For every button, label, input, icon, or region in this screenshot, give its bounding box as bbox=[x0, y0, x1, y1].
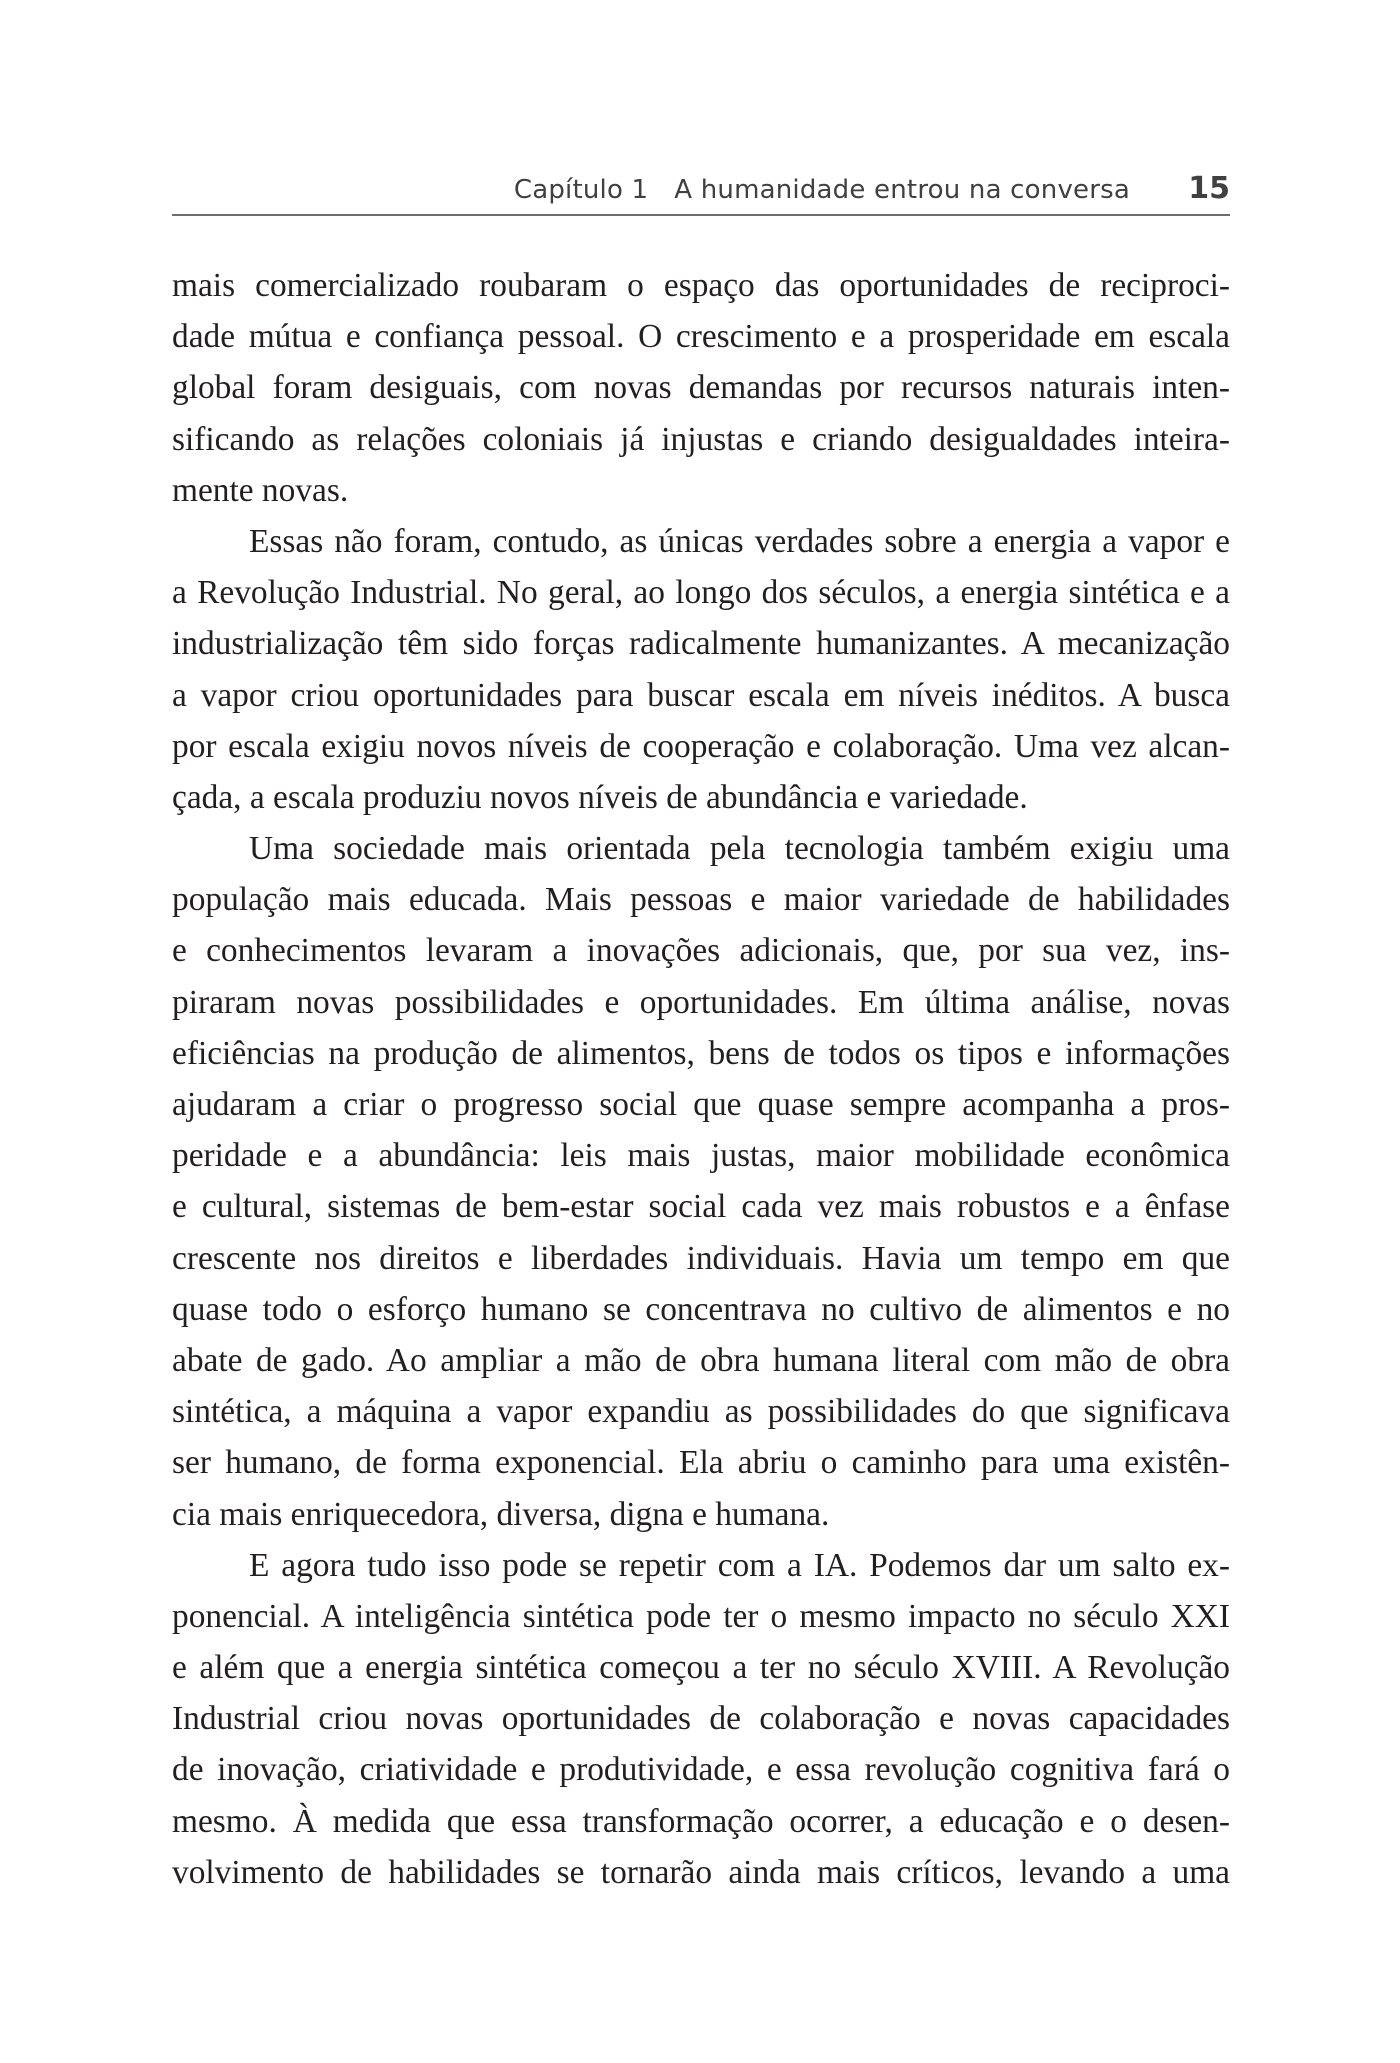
page-number: 15 bbox=[1188, 171, 1230, 206]
text-line: de inovação, criatividade e produtividade, e essa revolução cognitiva fará o bbox=[172, 1751, 1230, 1789]
text-line: e cultural, sistemas de bem-estar social cada vez mais robustos e a ênfase bbox=[172, 1188, 1230, 1226]
text-line: a Revolução Industrial. No geral, ao longo dos séculos, a energia sintética e a bbox=[172, 574, 1230, 612]
text-line: industrialização têm sido forças radicalmente humanizantes. A mecanização bbox=[172, 625, 1230, 663]
chapter-label: Capítulo 1 bbox=[513, 175, 649, 205]
running-header-text bbox=[514, 172, 1130, 208]
text-line: mais comercializado roubaram o espaço das oportunidades de reciproci- bbox=[172, 267, 1230, 304]
text-line: ponencial. A inteligência sintética pode ter o mesmo impacto no século XXI bbox=[172, 1597, 1230, 1635]
text-line: quase todo o esforço humano se concentrava no cultivo de alimentos e no bbox=[172, 1290, 1230, 1328]
paragraph bbox=[172, 1540, 1230, 1898]
text-line: global foram desiguais, com novas demandas por recursos naturais inten- bbox=[172, 369, 1230, 407]
text-line: população mais educada. Mais pessoas e maior variedade de habilidades bbox=[172, 881, 1230, 919]
body-text bbox=[172, 260, 1230, 1898]
text-line: eficiências na produção de alimentos, bens de todos os tipos e informações bbox=[172, 1034, 1230, 1072]
text-line: Uma sociedade mais orientada pela tecnologia também exigiu uma bbox=[249, 830, 1230, 868]
text-line: piraram novas possibilidades e oportunidades. Em última análise, novas bbox=[172, 983, 1230, 1021]
text-line: dade mútua e confiança pessoal. O crescimento e a prosperidade em escala bbox=[172, 318, 1230, 356]
text-line: E agora tudo isso pode se repetir com a IA. Podemos dar um salto ex- bbox=[249, 1546, 1230, 1584]
text-line: volvimento de habilidades se tornarão ainda mais críticos, levando a uma bbox=[172, 1853, 1230, 1891]
text-line: abate de gado. Ao ampliar a mão de obra humana literal com mão de obra bbox=[172, 1341, 1230, 1379]
text-line: a vapor criou oportunidades para buscar escala em níveis inéditos. A busca bbox=[172, 676, 1230, 714]
text-line: ajudaram a criar o progresso social que quase sempre acompanha a pros- bbox=[172, 1086, 1230, 1123]
text-line: por escala exigiu novos níveis de cooperação e colaboração. Uma vez alcan- bbox=[172, 727, 1230, 765]
text-line: e além que a energia sintética começou a ter no século XVIII. A Revolução bbox=[172, 1649, 1230, 1687]
text-line: Industrial criou novas oportunidades de colaboração e novas capacidades bbox=[172, 1700, 1230, 1738]
text-line: ser humano, de forma exponencial. Ela abriu o caminho para uma existên- bbox=[172, 1444, 1230, 1482]
text-line: cia mais enriquecedora, diversa, digna e humana. bbox=[172, 1495, 830, 1533]
running-header bbox=[172, 172, 1230, 216]
text-line: peridade e a abundância: leis mais justas, maior mobilidade econômica bbox=[172, 1137, 1230, 1175]
chapter-title: A humanidade entrou na conversa bbox=[674, 175, 1130, 205]
text-line: crescente nos direitos e liberdades individuais. Havia um tempo em que bbox=[172, 1239, 1230, 1277]
text-line: çada, a escala produziu novos níveis de abundância e variedade. bbox=[172, 778, 1028, 816]
text-line: mesmo. À medida que essa transformação ocorrer, a educação e o desen- bbox=[172, 1802, 1230, 1840]
text-line: e conhecimentos levaram a inovações adicionais, que, por sua vez, ins- bbox=[172, 932, 1230, 970]
paragraph bbox=[172, 260, 1230, 516]
text-line: sificando as relações coloniais já injustas e criando desigualdades inteira- bbox=[172, 420, 1230, 458]
paragraph bbox=[172, 823, 1230, 1540]
text-line: Essas não foram, contudo, as únicas verdades sobre a energia a vapor e bbox=[249, 522, 1230, 560]
paragraph bbox=[172, 516, 1230, 823]
text-line: sintética, a máquina a vapor expandiu as possibilidades do que significava bbox=[172, 1393, 1230, 1431]
text-line: mente novas. bbox=[172, 471, 349, 509]
